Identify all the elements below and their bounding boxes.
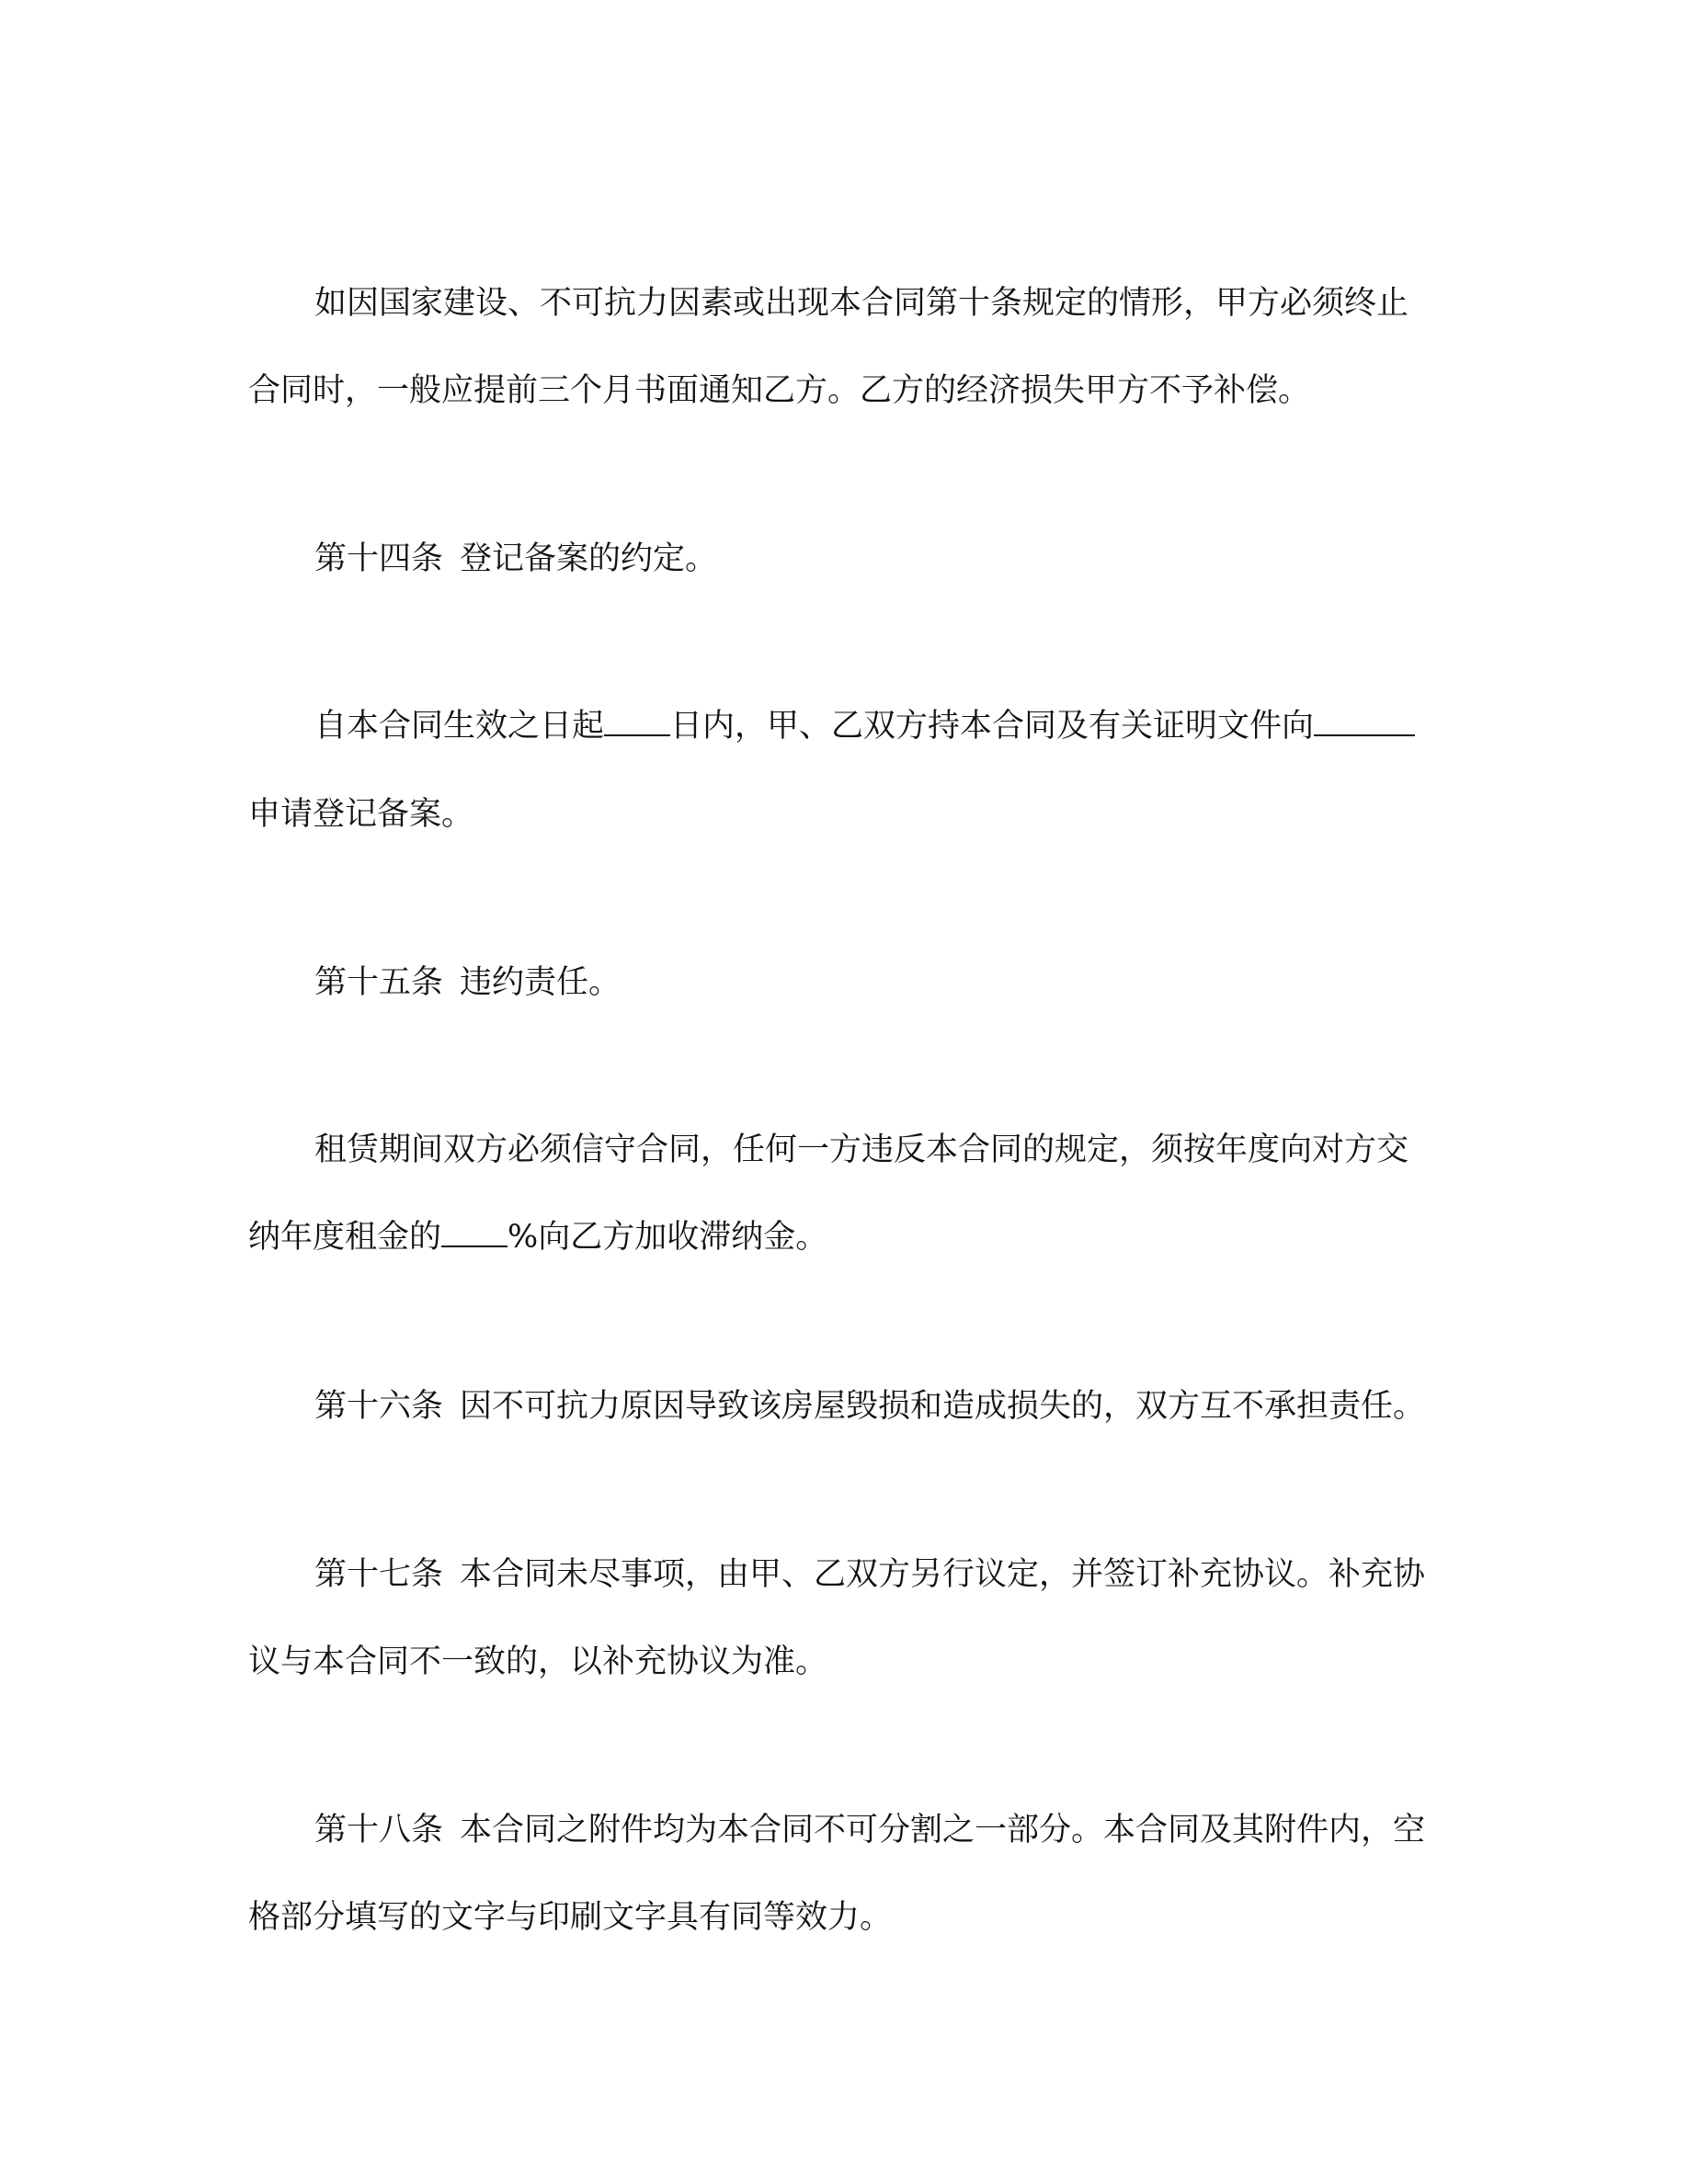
article-15-number: 第十五条 [314, 964, 444, 1001]
article-15-heading [314, 962, 621, 1003]
paragraph-registration-line-1 [314, 706, 1415, 746]
breach-text-b: %向乙方加收滞纳金。 [508, 1219, 828, 1256]
paragraph-breach-line-1: 租赁期间双方必须信守合同，任何一方违反本合同的规定，须按年度向对方交 [314, 1132, 1409, 1168]
article-15-title: 违约责任。 [460, 964, 622, 1001]
article-14-title: 登记备案的约定。 [460, 540, 718, 577]
article-18-number: 第十八条 [314, 1812, 444, 1848]
paragraph-registration-line-2: 申请登记备案。 [248, 796, 474, 833]
article-17-number: 第十七条 [314, 1556, 444, 1593]
article-14-heading [314, 539, 717, 579]
registration-text-b: 日内，甲、乙双方持本合同及有关证明文件向 [670, 708, 1315, 745]
percent-blank [441, 1218, 508, 1247]
breach-text-a: 纳年度租金的 [248, 1219, 442, 1256]
article-18-line-2: 格部分填写的文字与印刷文字具有同等效力。 [248, 1899, 893, 1936]
registration-text-a: 自本合同生效之日起 [314, 708, 605, 745]
article-16-number: 第十六条 [314, 1388, 444, 1425]
article-14-number: 第十四条 [314, 540, 444, 577]
article-17-line-2: 议与本合同不一致的，以补充协议为准。 [248, 1644, 828, 1680]
article-16-text: 因不可抗力原因导致该房屋毁损和造成损失的，双方互不承担责任。 [460, 1388, 1426, 1425]
authority-blank [1314, 707, 1415, 736]
article-17-line-1 [314, 1554, 1425, 1595]
article-18-text-1: 本合同之附件均为本合同不可分割之一部分。本合同及其附件内，空 [460, 1812, 1426, 1848]
paragraph-termination-line-1: 如因国家建设、不可抗力因素或出现本合同第十条规定的情形，甲方必须终止 [314, 285, 1409, 322]
paragraph-breach-line-2 [248, 1217, 827, 1257]
article-17-text-1: 本合同未尽事项，由甲、乙双方另行议定，并签订补充协议。补充协 [460, 1556, 1426, 1593]
days-blank [604, 707, 670, 736]
paragraph-termination-line-2: 合同时，一般应提前三个月书面通知乙方。乙方的经济损失甲方不予补偿。 [248, 372, 1311, 409]
article-18-line-1 [314, 1810, 1425, 1850]
article-16 [314, 1386, 1425, 1427]
